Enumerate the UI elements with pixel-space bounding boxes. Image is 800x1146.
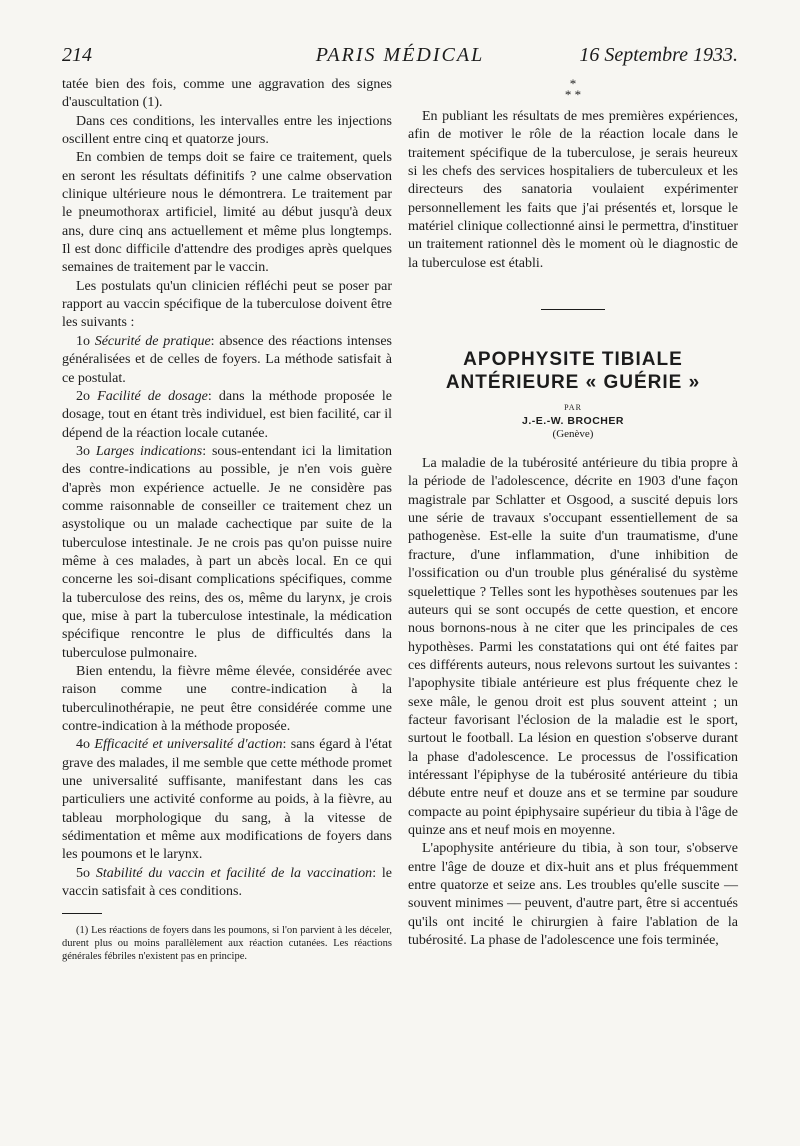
postulate-item <box>62 865 392 902</box>
paragraph: Dans ces conditions, les intervalles entre les injections oscillent entre cinq et quatorze jours. <box>62 113 392 148</box>
closing-paragraph: En publiant les résultats de mes premières expériences, afin de motiver le rôle de la réaction locale dans le traitement spécifique de la tuberculose, je serais heureux si les chefs des services hospitaliers de tuberculeux et les directeurs des sanatoria voulaient expérimenter personnellement les faits que j'ai présentés et, lorsque le matériel clinique collectionné ainsi le permettra, d'instituer un traitement rationnel dès le moment où le diagnostic de la tuberculose est établi. <box>408 109 738 271</box>
paragraph: L'apophysite antérieure du tibia, à son tour, s'observe entre l'âge de douze et dix-huit ans et plus fréquemment entre quatorze et seize ans. Les troubles qu'elle suscite — souvent minimes — peuvent, d'autre part, être si accentués qu'ils ont incité le chirurgien à faire l'ablation de la tubérosité. La phase de l'adolescence une fois terminée, <box>408 841 738 949</box>
page-number: 214 <box>62 44 92 66</box>
item-number: 5o <box>76 865 90 881</box>
byline-par: PAR <box>564 403 582 413</box>
right-column <box>408 76 738 950</box>
article-title <box>408 348 738 394</box>
paragraph: La maladie de la tubérosité antérieure du tibia propre à la période de l'adolescence, décrite en 1903 d'une façon magistrale par Schlatter et Osgood, a suscité depuis lors une série de travaux s'occupant essentiellement de sa pathogenèse. Est-elle la suite d'un traumatisme, d'une fracture, d'une inflammation, d'une inhibition de l'ossification ou d'un trouble plus généralisé du système squelettique ? Telles sont les hypothèses soutenues par les auteurs qui se sont occupés de cette question, et encore nous bornons-nous à ne citer que les principales de ces hypothèses. Parmi les constatations qui ont été faites par ces différents auteurs, nous relevons surtout les suivantes : l'apophysite tibiale antérieure est plus fréquente chez le sexe mâle, le genou droit est plus souvent atteint ; un facteur favorisant l'éclosion de la maladie est le sport, surtout le football. La lésion en question s'observe durant la phase d'adolescence. Le processus de l'ossification intéressant l'épiphyse de la tubérosité antérieure du tibia débute entre neuf et douze ans et se termine par soudure compacte au point épiphysaire supérieur du tibia à l'âge de quinze ans et neuf mois en moyenne. <box>408 456 738 838</box>
item-text: : sous-entendant ici la limitation des contre-indications au possible, je n'en vois guère d'après mon expérience actuelle. Je ne considère pas comme raisonnable de conseiller ce traitement chez un asystolique ou un malade cachectique par suite de la tuberculose intestinale. Je ne crois pas qu'on puisse nuire même à ces malades, à part un abcès local. En ce qui concerne les soi-disant complications spécifiques, comme la tuberculose des reins, des os, même du larynx, je crois que, mise à part la tuberculose intestinale, la médication spécifique rencontre le plus de difficultés dans la tuberculose pulmonaire. <box>62 443 392 661</box>
asterism <box>408 78 738 100</box>
item-title: Sécurité de pratique <box>94 333 211 349</box>
item-title: Facilité de dosage <box>97 388 208 404</box>
postulate-item <box>62 388 392 443</box>
item-title: Larges indications <box>95 443 203 459</box>
paragraph: En combien de temps doit se faire ce traitement, quels en seront les résultats définitifs ? une calme observation clinique ultérieure nous le démontrera. Le traitement par le pneumothorax artificiel, limité au début jusqu'à deux ans, dure cinq ans actuellement et même plus longtemps. Il est donc difficile d'attendre des prodiges après quelques semaines de traitement par le vaccin. <box>62 150 392 276</box>
postulate-item <box>62 443 392 663</box>
author-location: (Genève) <box>552 428 594 441</box>
running-header <box>62 44 738 72</box>
item-number: 3o <box>76 443 90 459</box>
footnote: (1) Les réactions de foyers dans les poumons, si l'on parvient à les déceler, durent plus ou moins parallèlement aux réaction cutanées. Les réactions générales fébriles n'existent pas en principe. <box>62 925 392 963</box>
item-number: 1o <box>76 333 90 349</box>
title-line-1: APOPHYSITE TIBIALE <box>463 349 683 371</box>
left-column <box>62 76 392 963</box>
item-number: 4o <box>76 737 90 753</box>
item-text: : dans la méthode proposée le dosage, tout en étant très individuel, est bien facilité, car il dépend de la réaction locale cutanée. <box>62 388 392 441</box>
asterism-top: * <box>569 76 577 91</box>
journal-title: PARIS MÉDICAL <box>315 44 485 66</box>
paragraph: Les postulats qu'un clinicien réfléchi peut se poser par rapport au vaccin spécifique de la tuberculose doivent être les suivants : <box>62 278 392 331</box>
footnote-divider <box>62 913 102 914</box>
paragraph: tatée bien des fois, comme une aggravation des signes d'auscultation (1). <box>62 77 392 111</box>
paragraph: Bien entendu, la fièvre même élevée, considérée avec raison comme une contre-indication à la tuberculinothérapie, ne peut être considérée comme une contre-indication à la méthode proposée. <box>62 664 392 735</box>
item-number: 2o <box>76 388 90 404</box>
item-text: : absence des réactions intenses généralisées et de celles de foyers. La méthode satisfait à ce postulat. <box>62 333 393 386</box>
item-text: : sans égard à l'état grave des malades, il me semble que cette méthode promet une universalité suffisante, manifestant dans les cas particuliers une activité conforme au poids, à la fièvre, au tableau morphologique du sang, à la vitesse de sédimentation et même aux modifications de foyers dans les poumons et le larynx. <box>62 737 392 863</box>
author-name: J.-E.-W. BROCHER <box>522 415 624 428</box>
item-title: Efficacité et universalité d'action <box>94 737 283 753</box>
item-text: : le vaccin satisfait à ces conditions. <box>62 865 393 900</box>
postulate-item <box>62 736 392 864</box>
issue-date: 16 Septembre 1933. <box>579 44 738 66</box>
asterism-bottom: * * <box>564 87 582 102</box>
title-line-2: ANTÉRIEURE « GUÉRIE » <box>445 372 701 394</box>
postulate-item <box>62 333 392 388</box>
item-title: Stabilité du vaccin et facilité de la vaccination <box>95 865 373 881</box>
